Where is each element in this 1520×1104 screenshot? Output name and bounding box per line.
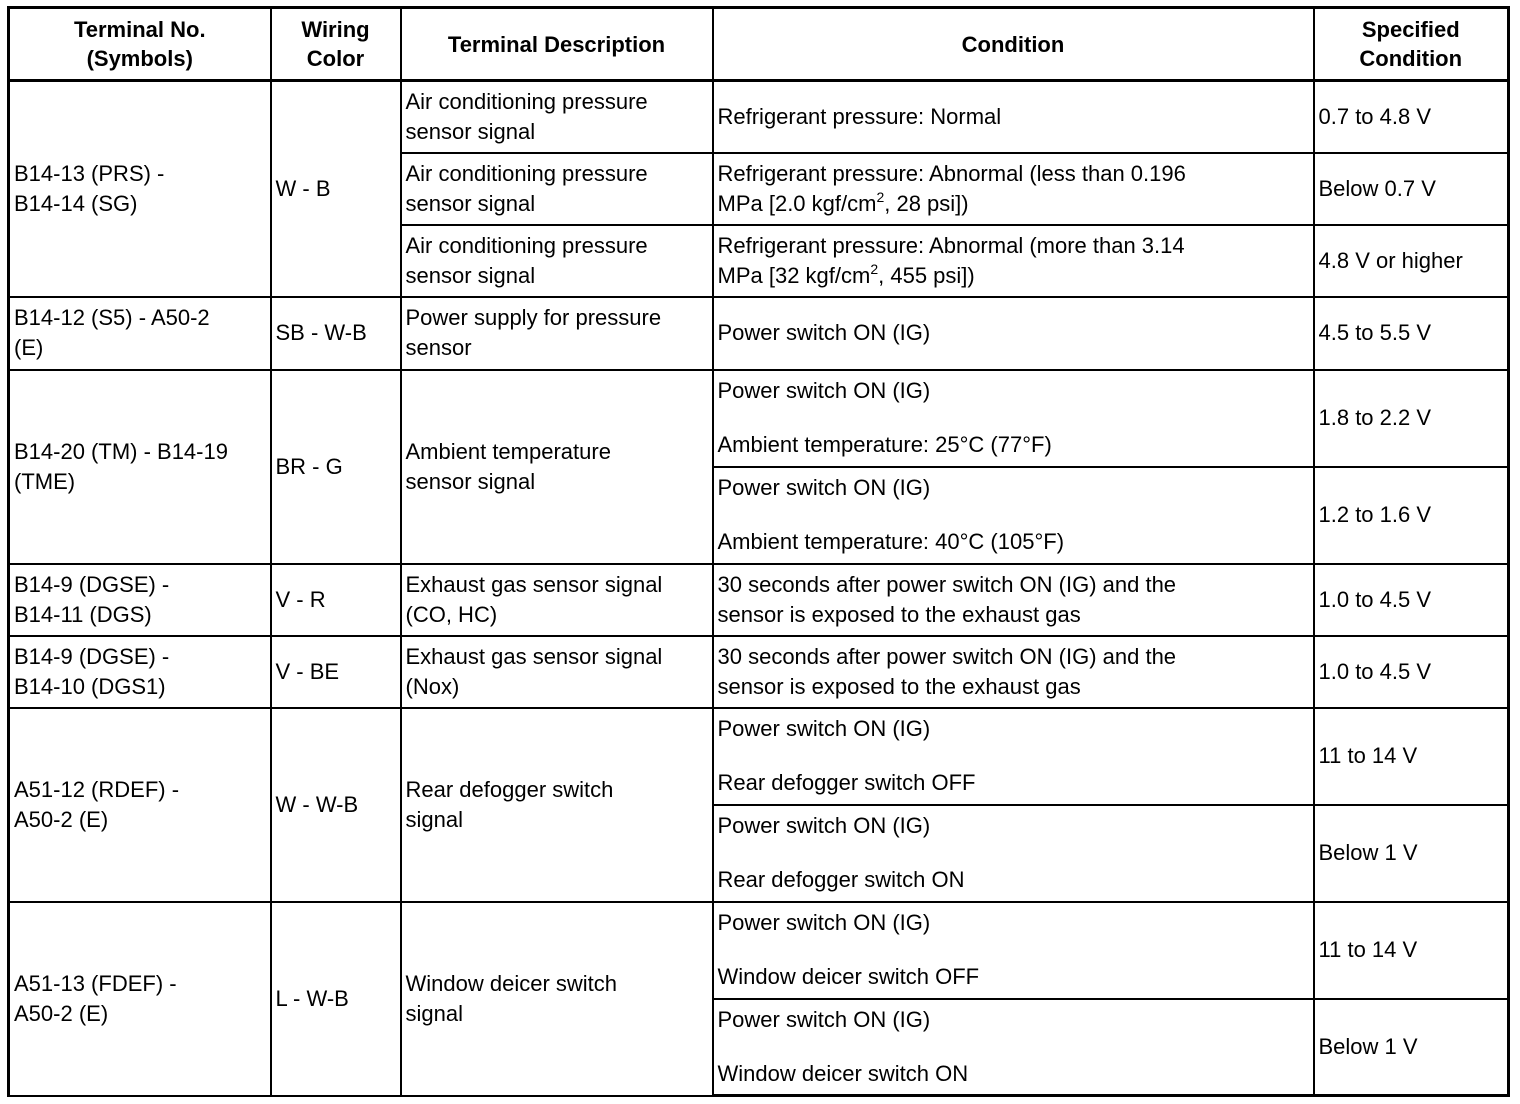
terminal-cell (9, 564, 271, 636)
header-condition: Condition (713, 8, 1314, 81)
specified-cell: 11 to 14 V (1314, 708, 1509, 805)
terminal-line: B14-9 (DGSE) - (14, 571, 170, 597)
wiring-cell: W - B (271, 81, 401, 297)
condition-line: Power switch ON (IG) (717, 1006, 931, 1032)
terminal-line: B14-11 (DGS) (14, 601, 152, 627)
description-line: Power supply for pressure (405, 305, 662, 330)
line-gap (718, 406, 1309, 430)
table-row (9, 564, 1509, 636)
description-line: sensor signal (405, 118, 536, 144)
description-cell (401, 902, 713, 1096)
description-cell (401, 153, 713, 225)
description-cell (401, 297, 713, 370)
condition-line (718, 261, 1309, 291)
terminal-line: A50-2 (E) (14, 806, 109, 832)
condition-line: sensor is exposed to the exhaust gas (717, 601, 1081, 627)
line-gap (718, 744, 1309, 768)
terminal-cell (9, 297, 271, 370)
table-row (9, 81, 1509, 153)
table-row (9, 902, 1509, 999)
specified-cell: 4.8 V or higher (1314, 225, 1509, 297)
condition-cell: Refrigerant pressure: Normal (713, 81, 1314, 153)
description-cell (401, 564, 713, 636)
line-gap (718, 938, 1309, 962)
header-description: Terminal Description (401, 8, 713, 81)
condition-text: MPa [32 kgf/cm (717, 262, 871, 288)
description-line: sensor signal (405, 468, 536, 494)
description-line: Exhaust gas sensor signal (405, 571, 663, 597)
condition-line (718, 189, 1309, 219)
description-line: Air conditioning pressure (405, 160, 648, 186)
description-line: (CO, HC) (405, 601, 498, 627)
wiring-cell: V - BE (271, 636, 401, 708)
terminal-line: B14-12 (S5) - A50-2 (14, 305, 210, 330)
description-line: Air conditioning pressure (405, 232, 648, 258)
specified-cell: 11 to 14 V (1314, 902, 1509, 999)
condition-line: Power switch ON (IG) (717, 910, 931, 935)
condition-line: Power switch ON (IG) (717, 378, 931, 403)
wiring-cell: W - W-B (271, 708, 401, 902)
condition-text: , 28 psi]) (884, 190, 969, 216)
condition-line: Refrigerant pressure: Abnormal (less than 0.196 (717, 160, 1186, 186)
line-gap (718, 1035, 1309, 1059)
description-line: Window deicer switch (405, 970, 618, 996)
condition-line: Power switch ON (IG) (717, 716, 931, 741)
description-cell (401, 81, 713, 153)
line-gap (718, 503, 1309, 527)
terminal-cell (9, 636, 271, 708)
description-line: Rear defogger switch (405, 776, 614, 802)
table-row (9, 636, 1509, 708)
header-wiring (271, 8, 401, 81)
specified-cell: 4.5 to 5.5 V (1314, 297, 1509, 370)
description-line: sensor signal (405, 262, 536, 288)
wiring-cell: BR - G (271, 370, 401, 564)
wiring-cell: V - R (271, 564, 401, 636)
condition-line: Power switch ON (IG) (717, 475, 931, 500)
condition-cell (713, 467, 1314, 564)
condition-cell (713, 999, 1314, 1096)
terminal-cell (9, 370, 271, 564)
condition-cell (713, 153, 1314, 225)
condition-cell (713, 225, 1314, 297)
terminal-line: B14-14 (SG) (14, 190, 138, 216)
condition-cell (713, 708, 1314, 805)
table-row (9, 297, 1509, 370)
description-line: signal (405, 806, 463, 832)
specified-cell: 1.0 to 4.5 V (1314, 636, 1509, 708)
condition-line: Window deicer switch ON (717, 1060, 969, 1086)
condition-line: Refrigerant pressure: Abnormal (more than 3.14 (717, 232, 1185, 258)
header-row (9, 8, 1509, 81)
terminal-table-wrapper (7, 6, 1510, 1097)
description-cell (401, 708, 713, 902)
condition-text: , 455 psi]) (878, 262, 975, 288)
terminal-cell (9, 81, 271, 297)
terminal-line: B14-10 (DGS1) (14, 673, 166, 699)
terminal-cell (9, 902, 271, 1096)
specified-cell: 1.2 to 1.6 V (1314, 467, 1509, 564)
table-row (9, 370, 1509, 467)
condition-line: Ambient temperature: 40°C (105°F) (717, 529, 1065, 554)
header-terminal-line-1: Terminal No. (73, 17, 206, 42)
terminal-line: A51-13 (FDEF) - (14, 970, 177, 996)
description-line: sensor (405, 335, 472, 360)
condition-line: Ambient temperature: 25°C (77°F) (717, 432, 1052, 457)
specified-cell: Below 1 V (1314, 805, 1509, 902)
description-cell (401, 636, 713, 708)
specified-cell: Below 1 V (1314, 999, 1509, 1096)
condition-cell (713, 902, 1314, 999)
description-line: signal (405, 1000, 463, 1026)
header-terminal (9, 8, 271, 81)
specified-cell: 1.8 to 2.2 V (1314, 370, 1509, 467)
specified-cell: 0.7 to 4.8 V (1314, 81, 1509, 153)
terminal-line: B14-13 (PRS) - (14, 160, 165, 186)
description-line: sensor signal (405, 190, 536, 216)
condition-cell (713, 370, 1314, 467)
condition-line: 30 seconds after power switch ON (IG) and the (717, 643, 1177, 669)
condition-line: Rear defogger switch OFF (717, 770, 976, 795)
table-row (9, 708, 1509, 805)
terminal-spec-table (7, 6, 1510, 1097)
description-line: Air conditioning pressure (405, 88, 648, 114)
description-cell (401, 370, 713, 564)
terminal-line: A51-12 (RDEF) - (14, 776, 180, 802)
terminal-line: (TME) (14, 468, 76, 494)
header-wiring-line-2: Color (306, 46, 365, 71)
superscript: 2 (870, 260, 879, 277)
condition-cell (713, 805, 1314, 902)
wiring-cell: SB - W-B (271, 297, 401, 370)
terminal-line: B14-9 (DGSE) - (14, 643, 170, 669)
description-cell (401, 225, 713, 297)
line-gap (718, 841, 1309, 865)
description-line: (Nox) (405, 673, 460, 699)
condition-cell (713, 636, 1314, 708)
condition-cell (713, 564, 1314, 636)
header-terminal-line-2: (Symbols) (86, 46, 193, 71)
condition-line: 30 seconds after power switch ON (IG) and the (717, 571, 1177, 597)
condition-cell: Power switch ON (IG) (713, 297, 1314, 370)
header-specified (1314, 8, 1509, 81)
header-specified-line-1: Specified (1361, 17, 1460, 42)
condition-line: Power switch ON (IG) (717, 813, 931, 838)
condition-line: Window deicer switch OFF (717, 964, 980, 989)
header-specified-line-2: Condition (1359, 46, 1463, 71)
terminal-line: B14-20 (TM) - B14-19 (14, 438, 228, 464)
specified-cell: 1.0 to 4.5 V (1314, 564, 1509, 636)
condition-text: MPa [2.0 kgf/cm (717, 190, 877, 216)
terminal-line: A50-2 (E) (14, 1000, 109, 1026)
specified-cell: Below 0.7 V (1314, 153, 1509, 225)
superscript: 2 (876, 188, 885, 205)
condition-line: Rear defogger switch ON (717, 867, 965, 892)
wiring-cell: L - W-B (271, 902, 401, 1096)
description-line: Exhaust gas sensor signal (405, 643, 663, 669)
header-wiring-line-1: Wiring (301, 17, 370, 42)
terminal-cell (9, 708, 271, 902)
description-line: Ambient temperature (405, 438, 611, 464)
terminal-line: (E) (14, 335, 44, 360)
condition-line: sensor is exposed to the exhaust gas (717, 673, 1081, 699)
